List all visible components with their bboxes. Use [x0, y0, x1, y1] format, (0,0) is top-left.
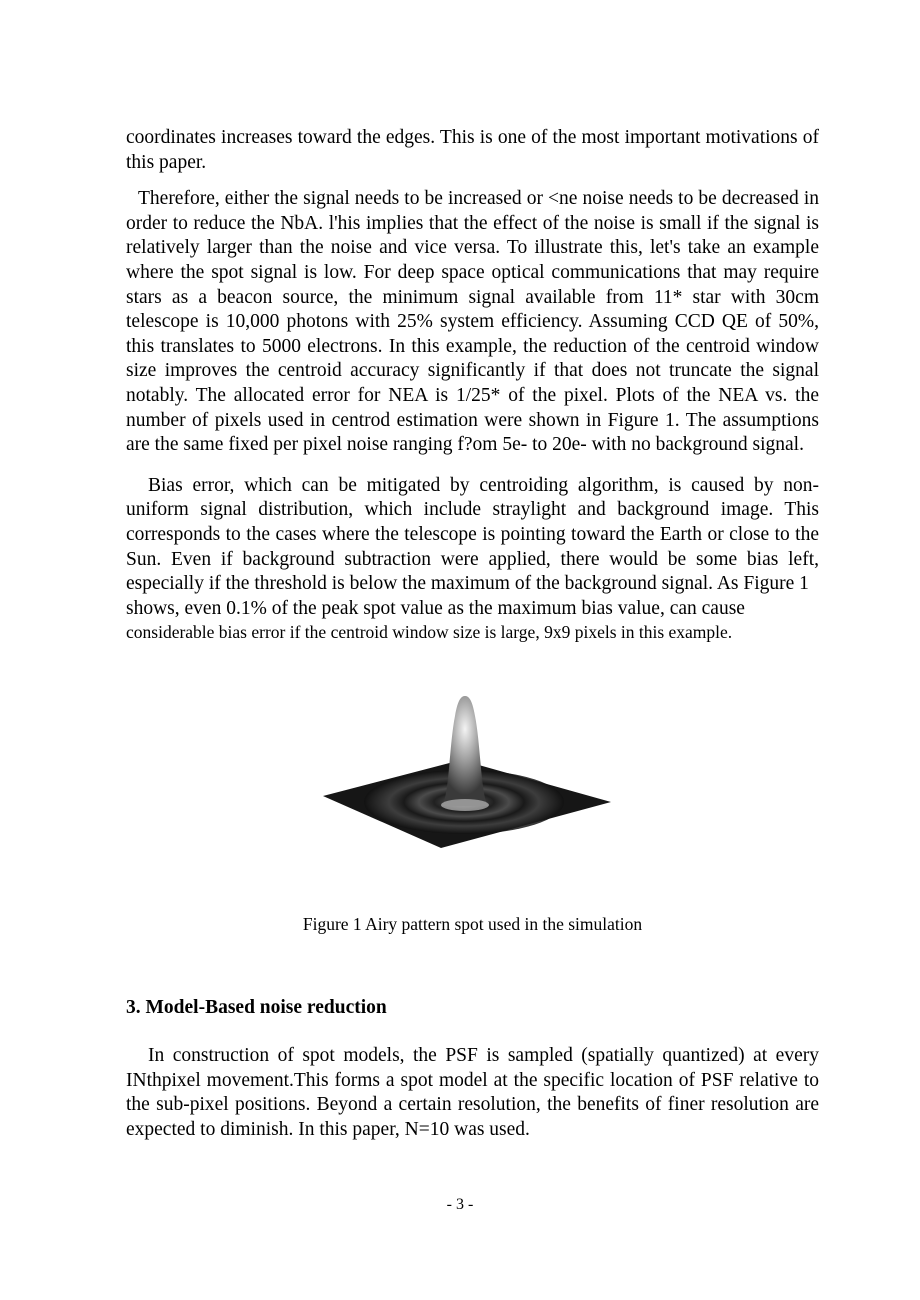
airy-figure: [126, 676, 819, 876]
paragraph-bias-error-cont: shows, even 0.1% of the peak spot value as the maximum bias value, can cause: [126, 597, 745, 619]
page-number: - 3 -: [446, 1196, 474, 1213]
paragraph-motivation: coordinates increases toward the edges. This is one of the most important motivations of this paper.: [126, 127, 819, 173]
section-heading: 3. Model-Based noise reduction: [126, 997, 387, 1019]
page-body: [126, 126, 819, 1143]
airy-pattern-image: [321, 676, 621, 866]
paragraph-bias-error: Bias error, which can be mitigated by centroiding algorithm, is caused by non-uniform signal distribution, which include straylight and background image. This corresponds to the cases where the telescope is pointing toward the Earth or close to the Sun. Even if background subtraction were applied, there would be some bias left, especially if the threshold is below the maximum of the background signal. As Figure 1: [126, 474, 819, 595]
paragraph-signal-noise: Therefore, either the signal needs to be increased or <ne noise needs to be decreased in order to reduce the NbA. l'his implies that the effect of the noise is small if the signal is relatively larger than the noise and vice versa. To illustrate this, let's take an example where the spot signal is low. For deep space optical communications that may require stars as a beacon source, the minimum signal available from 11* star with 30cm telescope is 10,000 photons with 25% system efficiency. Assuming CCD QE of 50%, this translates to 5000 electrons. In this example, the reduction of the centroid window size improves the centroid accuracy significantly if that does not truncate the signal notably. The allocated error for NEA is 1/25* of the pixel. Plots of the NEA vs. the number of pixels used in centrod estimation were shown in Figure 1. The assumptions are the same fixed per pixel noise ranging f?om 5e- to 20e- with no background signal.: [126, 188, 819, 456]
central-peak: [441, 696, 489, 806]
paragraph-bias-error-end: considerable bias error if the centroid window size is large, 9x9 pixels in this example.: [126, 622, 733, 643]
figure-caption: Figure 1 Airy pattern spot used in the simulation: [302, 914, 643, 935]
paragraph-spot-models: In construction of spot models, the PSF is sampled (spatially quantized) at every INthpixel movement.This forms a spot model at the specific location of PSF relative to the sub-pixel positions. Beyond a certain resolution, the benefits of finer resolution are expected to diminish. In this paper, N=10 was used.: [126, 1045, 819, 1141]
